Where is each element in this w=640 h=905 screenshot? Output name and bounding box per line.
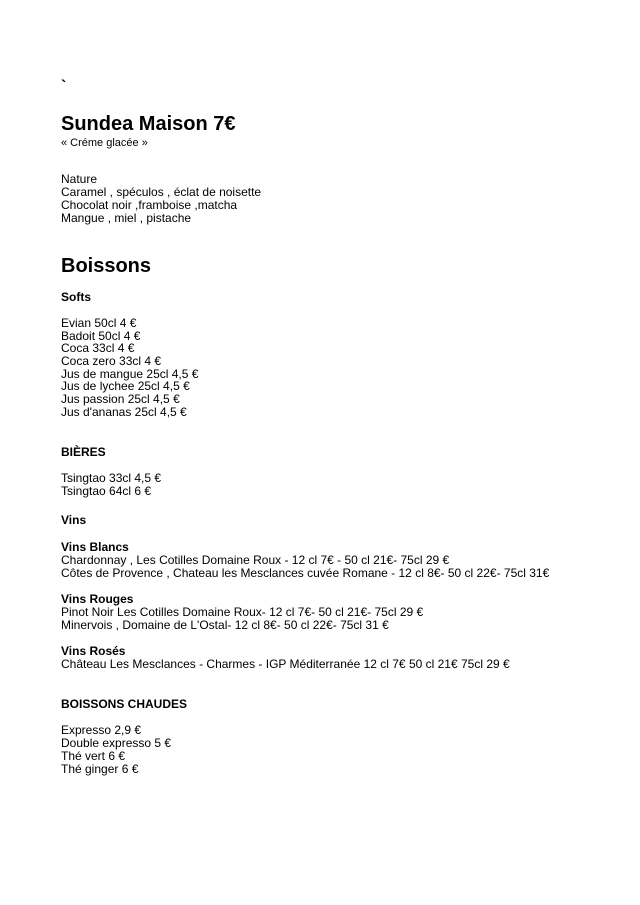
list-item: Côtes de Provence , Chateau les Mesclances cuvée Romane - 12 cl 8€- 50 cl 22€- 75cl 31€ bbox=[61, 566, 550, 580]
list-item: Thé ginger 6 € bbox=[61, 762, 139, 776]
list-item: Jus de lychee 25cl 4,5 € bbox=[61, 379, 190, 393]
list-item: Coca 33cl 4 € bbox=[61, 341, 135, 355]
list-item: Evian 50cl 4 € bbox=[61, 316, 137, 330]
list-item: Tsingtao 64cl 6 € bbox=[61, 484, 152, 498]
softs-heading: Softs bbox=[61, 290, 91, 304]
list-item: Nature bbox=[61, 172, 98, 186]
list-item: Minervois , Domaine de L'Ostal- 12 cl 8€- 50 cl 22€- 75cl 31 € bbox=[61, 618, 389, 632]
vins-heading: Vins bbox=[61, 513, 87, 527]
list-item: Thé vert 6 € bbox=[61, 749, 126, 763]
list-item: Double expresso 5 € bbox=[61, 736, 172, 750]
list-item: Tsingtao 33cl 4,5 € bbox=[61, 471, 162, 485]
list-item: Pinot Noir Les Cotilles Domaine Roux- 12 cl 7€- 50 cl 21€- 75cl 29 € bbox=[61, 605, 424, 619]
list-item: Jus de mangue 25cl 4,5 € bbox=[61, 367, 199, 381]
list-item: Expresso 2,9 € bbox=[61, 723, 142, 737]
vins-rouges-heading: Vins Rouges bbox=[61, 592, 134, 606]
list-item: Jus d'ananas 25cl 4,5 € bbox=[61, 405, 187, 419]
vins-roses-heading: Vins Rosés bbox=[61, 644, 126, 658]
dessert-title: Sundea Maison 7€ bbox=[61, 113, 236, 135]
list-item: Badoit 50cl 4 € bbox=[61, 329, 141, 343]
bieres-heading: BIÈRES bbox=[61, 445, 106, 459]
list-item: Caramel , spéculos , éclat de noisette bbox=[61, 185, 262, 199]
list-item: Château Les Mesclances - Charmes - IGP Méditerranée 12 cl 7€ 50 cl 21€ 75cl 29 € bbox=[61, 657, 510, 671]
list-item: Mangue , miel , pistache bbox=[61, 211, 192, 225]
list-item: Jus passion 25cl 4,5 € bbox=[61, 392, 180, 406]
vins-blancs-heading: Vins Blancs bbox=[61, 540, 129, 554]
boissons-title: Boissons bbox=[61, 255, 152, 277]
stray-mark: ` bbox=[61, 78, 67, 95]
list-item: Coca zero 33cl 4 € bbox=[61, 354, 162, 368]
chaudes-heading: BOISSONS CHAUDES bbox=[61, 697, 188, 711]
dessert-subtitle: « Créme glacée » bbox=[61, 137, 148, 149]
list-item: Chardonnay , Les Cotilles Domaine Roux - 12 cl 7€ - 50 cl 21€- 75cl 29 € bbox=[61, 553, 450, 567]
list-item: Chocolat noir ,framboise ,matcha bbox=[61, 198, 238, 212]
